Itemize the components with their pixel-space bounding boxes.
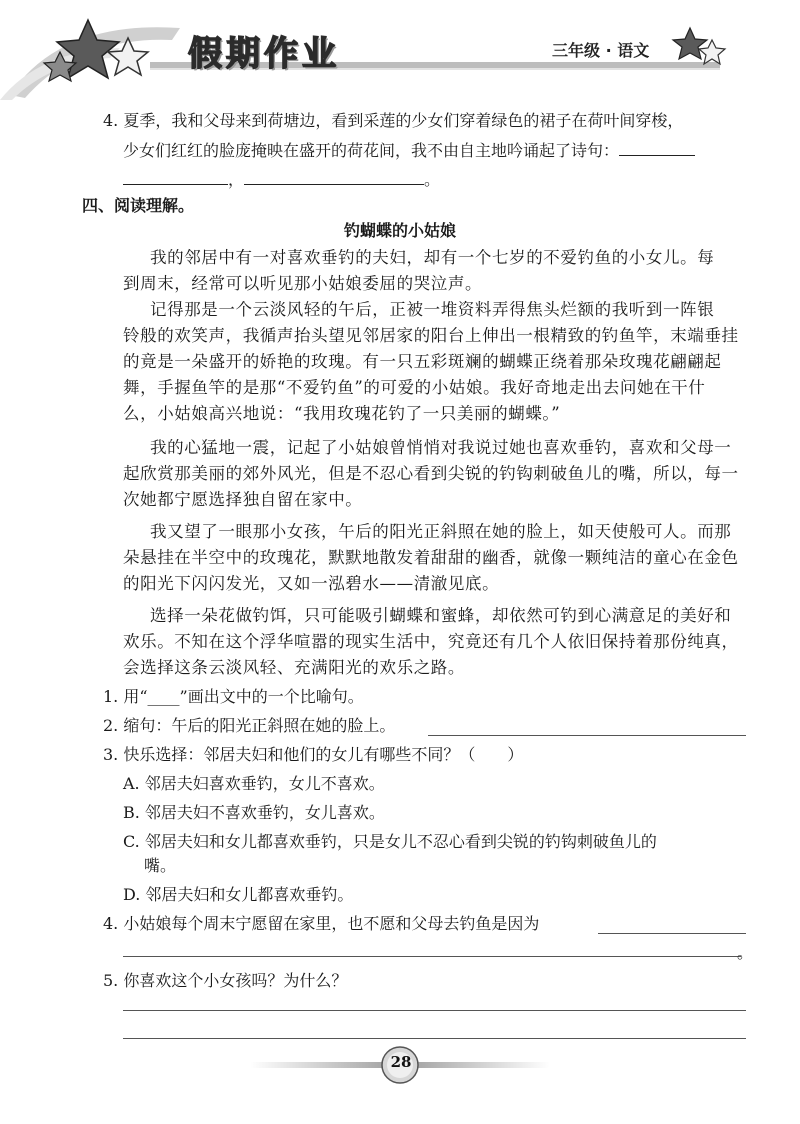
question-2: 2. 缩句：午后的阳光正斜照在她的脸上。 xyxy=(103,716,396,735)
passage-line: 会选择这条云淡风轻、充满阳光的欢乐之路。 xyxy=(123,658,465,677)
prev-q4-text: 少女们红红的脸庞掩映在盛开的荷花间，我不由自主地吟诵起了诗句： xyxy=(123,141,620,160)
option-c-continued: 嘴。 xyxy=(144,856,177,875)
prev-q4-line1: 4. 夏季，我和父母来到荷塘边，看到采莲的少女们穿着绿色的裙子在荷叶间穿梭， xyxy=(103,111,684,130)
section-heading: 四、阅读理解。 xyxy=(82,196,195,215)
passage-line: 的阳光下闪闪发光，又如一泓碧水——清澈见底。 xyxy=(123,574,500,593)
question-5: 5. 你喜欢这个小女孩吗？为什么？ xyxy=(103,971,348,990)
passage-line: 么，小姑娘高兴地说：“我用玫瑰花钓了一只美丽的蝴蝶。” xyxy=(123,404,561,423)
passage-line: 到周末，经常可以听见那小姑娘委屈的哭泣声。 xyxy=(123,274,483,293)
answer-line[interactable] xyxy=(123,1010,746,1011)
page-number: 28 xyxy=(390,1053,412,1071)
header-banner xyxy=(0,0,800,100)
passage-line: 我又望了一眼那小女孩，午后的阳光正斜照在她的脸上，如天使般可人。而那 xyxy=(150,522,732,541)
answer-line[interactable] xyxy=(428,735,746,736)
passage-line: 我的心猛地一震，记起了小姑娘曾悄悄对我说过她也喜欢垂钓，喜欢和父母一 xyxy=(150,438,732,457)
question-3: 3. 快乐选择：邻居夫妇和他们的女儿有哪些不同？（ ） xyxy=(103,745,524,764)
answer-line[interactable] xyxy=(123,956,741,957)
grade-subject-label: 三年级 · 语文 xyxy=(552,41,650,60)
option-d[interactable]: D. 邻居夫妇和女儿都喜欢垂钓。 xyxy=(123,885,354,904)
answer-blank[interactable] xyxy=(123,168,228,185)
prev-q4-line2 xyxy=(123,139,695,162)
page-header xyxy=(0,0,800,100)
option-a[interactable]: A. 邻居夫妇喜欢垂钓，女儿不喜欢。 xyxy=(123,774,385,793)
passage-line: 朵悬挂在半空中的玫瑰花，默默地散发着甜甜的幽香，就像一颗纯洁的童心在金色 xyxy=(123,548,739,567)
passage-line: 记得那是一个云淡风轻的午后，正被一堆资料弄得焦头烂额的我听到一阵银 xyxy=(150,300,715,319)
answer-line[interactable] xyxy=(123,1038,746,1039)
answer-line[interactable] xyxy=(598,933,746,934)
option-b[interactable]: B. 邻居夫妇不喜欢垂钓，女儿喜欢。 xyxy=(123,803,385,822)
passage-line: 次她都宁愿选择独自留在家中。 xyxy=(123,490,363,509)
star-icon xyxy=(673,28,707,59)
passage-title: 钓蝴蝶的小姑娘 xyxy=(343,221,456,240)
option-c[interactable]: C. 邻居夫妇和女儿都喜欢垂钓，只是女儿不忍心看到尖锐的钓钩刺破鱼儿的 xyxy=(123,832,657,851)
answer-blank[interactable] xyxy=(244,168,424,185)
question-1: 1. 用“____”画出文中的一个比喻句。 xyxy=(103,687,364,706)
brand-title: 假期作业 xyxy=(188,34,340,74)
passage-line: 欢乐。不知在这个浮华喧嚣的现实生活中，究竟还有几个人依旧保持着那份纯真， xyxy=(123,632,739,651)
question-4: 4. 小姑娘每个周末宁愿留在家里，也不愿和父母去钓鱼是因为 xyxy=(103,914,540,933)
prev-q4-line3: ， 。 xyxy=(123,168,440,191)
passage-line: 铃般的欢笑声，我循声抬头望见邻居家的阳台上伸出一根精致的钓鱼竿，末端垂挂 xyxy=(123,326,739,345)
passage-line: 我的邻居中有一对喜欢垂钓的夫妇，却有一个七岁的不爱钓鱼的小女儿。每 xyxy=(150,248,715,267)
passage-line: 起欣赏那美丽的郊外风光，但是不忍心看到尖锐的钓钩刺破鱼儿的嘴，所以，每一 xyxy=(123,464,739,483)
passage-line: 的竟是一朵盛开的娇艳的玫瑰。有一只五彩斑斓的蝴蝶正绕着那朵玫瑰花翩翩起 xyxy=(123,352,722,371)
passage-line: 舞，手握鱼竿的是那“不爱钓鱼”的可爱的小姑娘。我好奇地走出去问她在干什 xyxy=(123,378,706,397)
answer-blank[interactable] xyxy=(619,139,695,156)
passage-line: 选择一朵花做钓饵，只可能吸引蝴蝶和蜜蜂，却依然可钓到心满意足的美好和 xyxy=(150,606,732,625)
question-4-end: 。 xyxy=(737,943,754,962)
